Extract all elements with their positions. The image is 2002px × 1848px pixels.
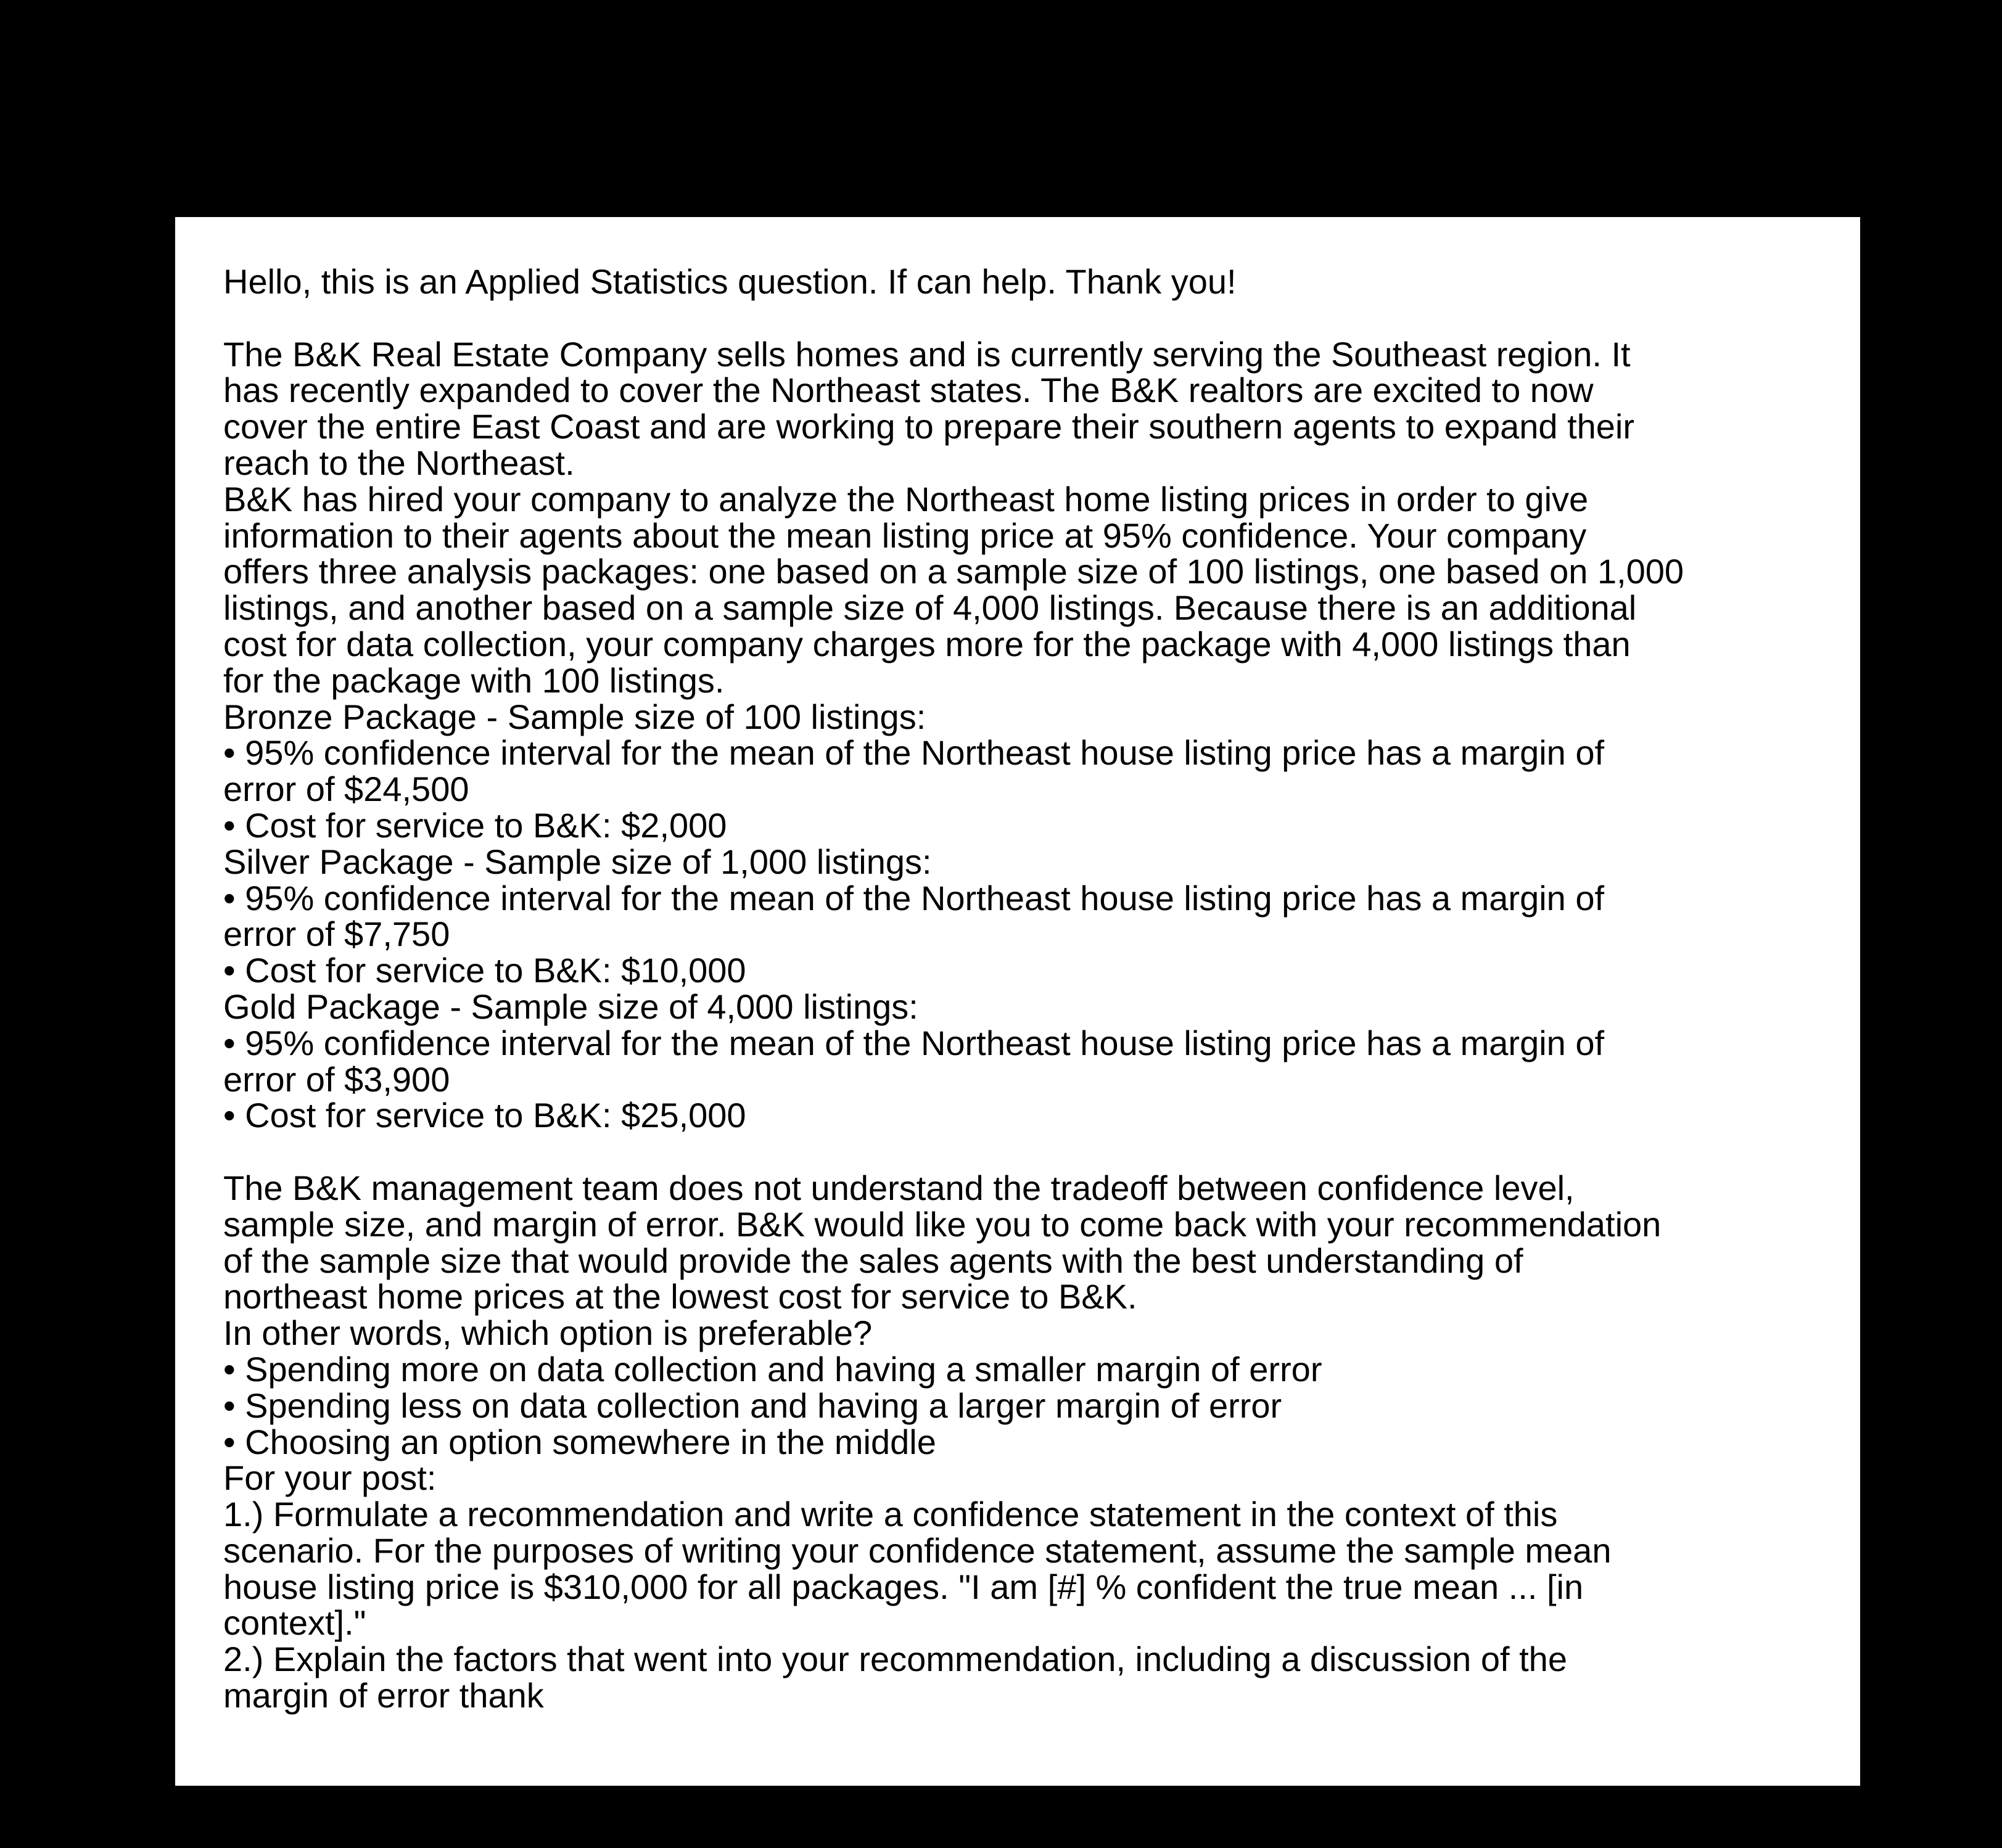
question-line: In other words, which option is preferable? bbox=[223, 1313, 873, 1353]
paragraph-line: northeast home prices at the lowest cost for service to B&K. bbox=[223, 1277, 1137, 1316]
intro-line: Hello, this is an Applied Statistics question. If can help. Thank you! bbox=[223, 262, 1237, 301]
paragraph-line: scenario. For the purposes of writing your confidence statement, assume the sample mean bbox=[223, 1530, 1612, 1570]
paragraph-line: reach to the Northeast. bbox=[223, 443, 575, 482]
paragraph-line: cover the entire East Coast and are working to prepare their southern agents to expand their bbox=[223, 407, 1635, 446]
blank-line bbox=[223, 1134, 1812, 1170]
bullet-line: • 95% confidence interval for the mean of the Northeast house listing price has a margin of bbox=[223, 1023, 1605, 1062]
bullet-line: • Spending more on data collection and having a smaller margin of error bbox=[223, 1349, 1322, 1389]
document-page bbox=[175, 217, 1860, 1786]
paragraph-line: error of $24,500 bbox=[223, 770, 469, 809]
paragraph-line: for the package with 100 listings. bbox=[223, 660, 725, 700]
paragraph-line: has recently expanded to cover the Northeast states. The B&K realtors are excited to now bbox=[223, 371, 1594, 410]
numbered-line: 2.) Explain the factors that went into your recommendation, including a discussion of the bbox=[223, 1640, 1567, 1679]
paragraph-line: context]." bbox=[223, 1603, 366, 1643]
paragraph-line: B&K has hired your company to analyze the Northeast home listing prices in order to give bbox=[223, 479, 1589, 519]
paragraph-line: listings, and another based on a sample size of 4,000 listings. Because there is an additional bbox=[223, 588, 1637, 628]
paragraph-line: offers three analysis packages: one based on a sample size of 100 listings, one based on 1,000 bbox=[223, 552, 1684, 591]
bullet-line: • Cost for service to B&K: $10,000 bbox=[223, 951, 746, 990]
paragraph-line: error of $7,750 bbox=[223, 914, 450, 954]
package-heading-silver: Silver Package - Sample size of 1,000 listings: bbox=[223, 842, 932, 881]
paragraph-line: The B&K Real Estate Company sells homes and is currently serving the Southeast region. It bbox=[223, 334, 1631, 374]
bullet-line: • 95% confidence interval for the mean of the Northeast house listing price has a margin of bbox=[223, 878, 1605, 918]
blank-line bbox=[223, 300, 1812, 337]
package-heading-bronze: Bronze Package - Sample size of 100 listings: bbox=[223, 697, 926, 736]
paragraph-line: cost for data collection, your company charges more for the package with 4,000 listings than bbox=[223, 624, 1631, 663]
paragraph-line: information to their agents about the mean listing price at 95% confidence. Your company bbox=[223, 515, 1587, 555]
document-text bbox=[223, 264, 1812, 1714]
bullet-line: • Cost for service to B&K: $25,000 bbox=[223, 1096, 746, 1135]
paragraph-line: of the sample size that would provide the sales agents with the best understanding of bbox=[223, 1241, 1523, 1280]
paragraph-line: The B&K management team does not understand the tradeoff between confidence level, bbox=[223, 1168, 1575, 1207]
bullet-line: • Cost for service to B&K: $2,000 bbox=[223, 805, 727, 845]
bullet-line: • Choosing an option somewhere in the middle bbox=[223, 1422, 936, 1461]
bullet-line: • 95% confidence interval for the mean of the Northeast house listing price has a margin of bbox=[223, 733, 1605, 773]
paragraph-line: house listing price is $310,000 for all packages. "I am [#] % confident the true mean ... [in bbox=[223, 1567, 1584, 1606]
bullet-line: • Spending less on data collection and having a larger margin of error bbox=[223, 1386, 1282, 1425]
package-heading-gold: Gold Package - Sample size of 4,000 listings: bbox=[223, 987, 918, 1026]
paragraph-line: sample size, and margin of error. B&K would like you to come back with your recommendation bbox=[223, 1204, 1662, 1244]
numbered-line: 1.) Formulate a recommendation and write a confidence statement in the context of this bbox=[223, 1495, 1558, 1534]
post-heading: For your post: bbox=[223, 1458, 437, 1498]
paragraph-line: margin of error thank bbox=[223, 1676, 544, 1715]
paragraph-line: error of $3,900 bbox=[223, 1059, 450, 1099]
